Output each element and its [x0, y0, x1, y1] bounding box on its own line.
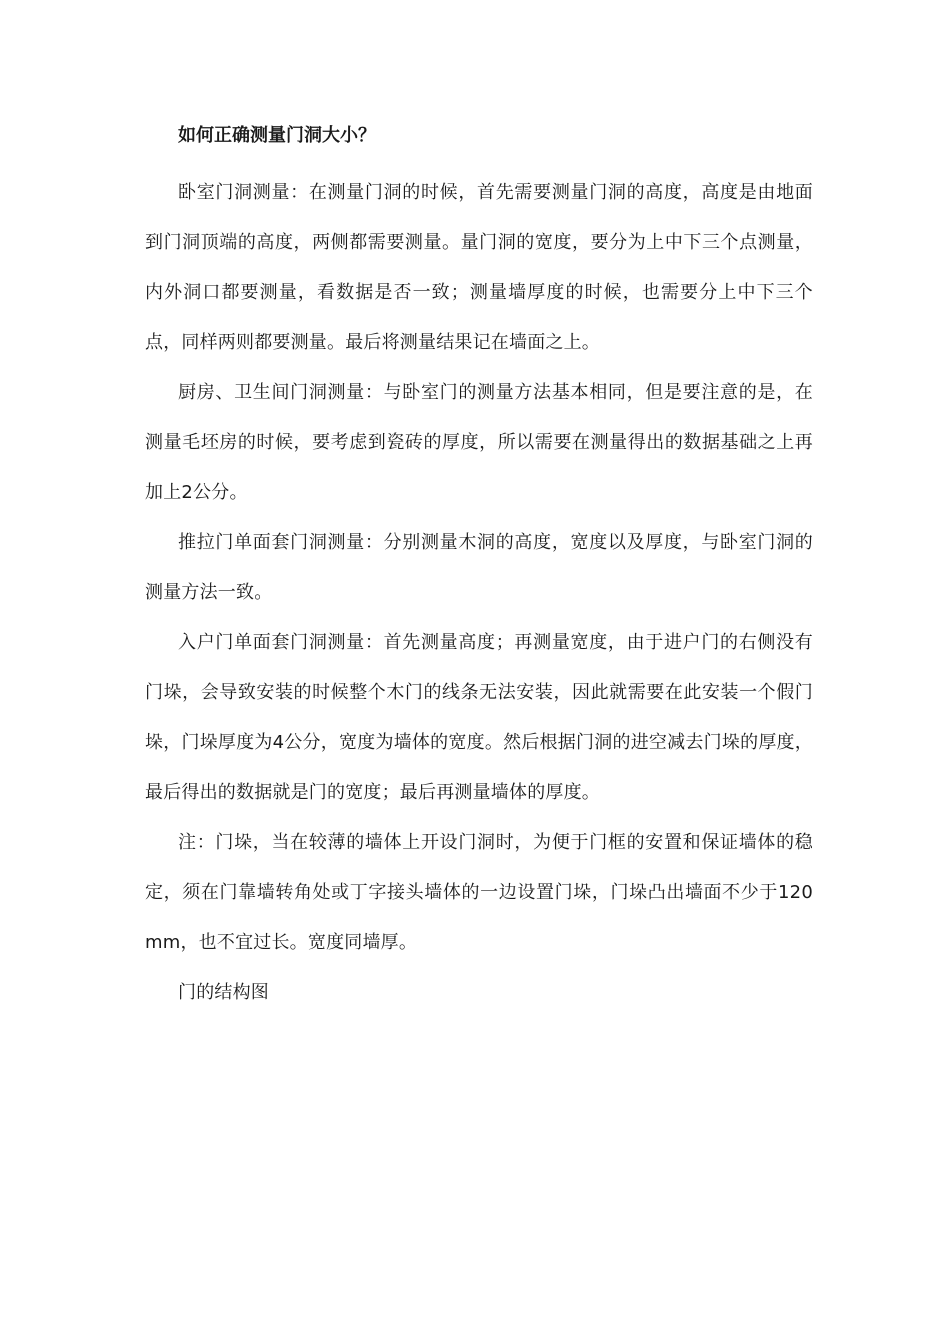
paragraph-door-structure-caption: 门的结构图	[178, 982, 269, 1003]
paragraph-door-pier-note: 注：门垛，当在较薄的墙体上开设门洞时，为便于门框的安置和保证墙体的稳定，须在门靠墙转角处或丁字接头墙体的一边设置门垛，门垛凸出墙面不少于120mm，也不宜过长。宽度同墙厚。	[145, 832, 813, 953]
paragraph-bedroom-door-measurement: 卧室门洞测量：在测量门洞的时候，首先需要测量门洞的高度，高度是由地面到门洞顶端的高度，两侧都需要测量。量门洞的宽度，要分为上中下三个点测量，内外洞口都要测量，看数据是否一致；测量墙厚度的时候，也需要分上中下三个点，同样两则都要测量。最后将测量结果记在墙面之上。	[145, 182, 813, 353]
page-title: 如何正确测量门洞大小？	[178, 125, 376, 146]
paragraph-entry-door-measurement: 入户门单面套门洞测量：首先测量高度；再测量宽度，由于进户门的右侧没有门垛，会导致安装的时候整个木门的线条无法安装，因此就需要在此安装一个假门垛，门垛厚度为4公分，宽度为墙体的宽度。然后根据门洞的进空减去门垛的厚度，最后得出的数据就是门的宽度；最后再测量墙体的厚度。	[145, 632, 813, 803]
paragraph-sliding-door-measurement: 推拉门单面套门洞测量：分别测量木洞的高度，宽度以及厚度，与卧室门洞的测量方法一致。	[145, 532, 813, 603]
paragraph-kitchen-bathroom-measurement: 厨房、卫生间门洞测量：与卧室门的测量方法基本相同，但是要注意的是，在测量毛坯房的时候，要考虑到瓷砖的厚度，所以需要在测量得出的数据基础之上再加上2公分。	[145, 382, 813, 503]
document-page	[145, 118, 813, 1018]
